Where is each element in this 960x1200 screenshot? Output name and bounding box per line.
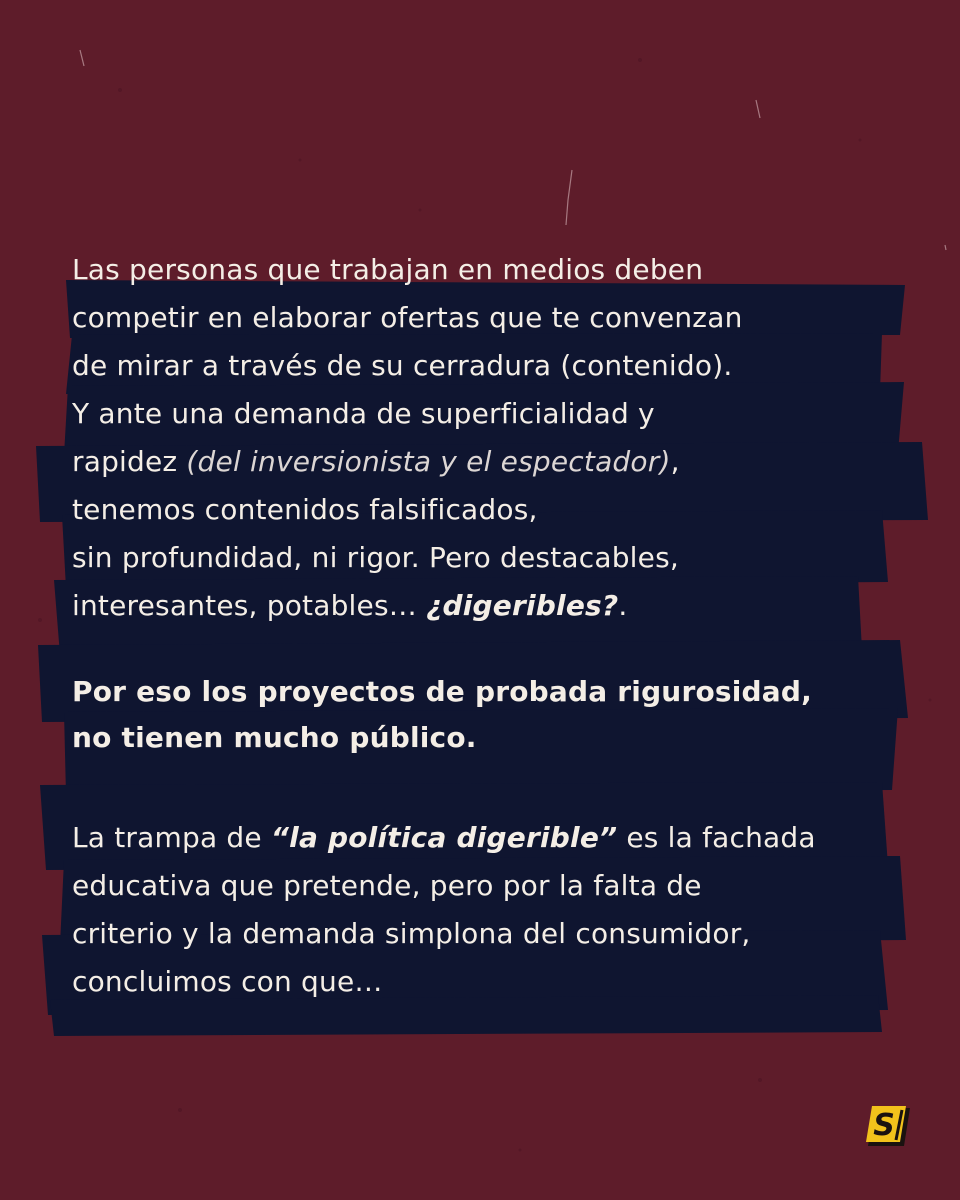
- bold-line: no tienen mucho público.: [72, 721, 477, 754]
- text-span: La trampa de: [72, 821, 271, 854]
- text-span: rapidez: [72, 445, 187, 478]
- brand-logo-icon: [864, 1102, 916, 1150]
- text-span: .: [618, 589, 628, 622]
- italic-aside: (del inversionista y el espectador): [186, 445, 671, 478]
- text-line: Las personas que trabajan en medios deben: [72, 253, 704, 286]
- text-span: es la fachada: [617, 821, 816, 854]
- text-line: tenemos contenidos falsificados,: [72, 493, 538, 526]
- text-line: [72, 582, 902, 630]
- emphasis-quote: “la política digerible”: [270, 821, 618, 854]
- text-span: interesantes, potables…: [72, 589, 427, 622]
- logo-letter: S: [873, 1108, 895, 1143]
- text-line: Y ante una demanda de superficialidad y: [72, 397, 655, 430]
- text-line: educativa que pretende, pero por la falta de: [72, 869, 702, 902]
- text-line: sin profundidad, ni rigor. Pero destacables,: [72, 541, 679, 574]
- text-line: de mirar a través de su cerradura (contenido).: [72, 349, 733, 382]
- text-line: criterio y la demanda simplona del consumidor,: [72, 917, 751, 950]
- article-text: [72, 246, 902, 1006]
- text-line: competir en elaborar ofertas que te convenzan: [72, 301, 743, 334]
- text-line: [72, 814, 902, 862]
- text-line: [72, 438, 902, 486]
- text-line: concluimos con que…: [72, 965, 383, 998]
- paragraph-2: [72, 669, 902, 761]
- text-span: ,: [670, 445, 680, 478]
- bold-line: Por eso los proyectos de probada rigurosidad,: [72, 675, 812, 708]
- paragraph-1: [72, 246, 902, 630]
- paragraph-3: [72, 814, 902, 1006]
- emphasis-question: ¿digeribles?: [426, 589, 619, 622]
